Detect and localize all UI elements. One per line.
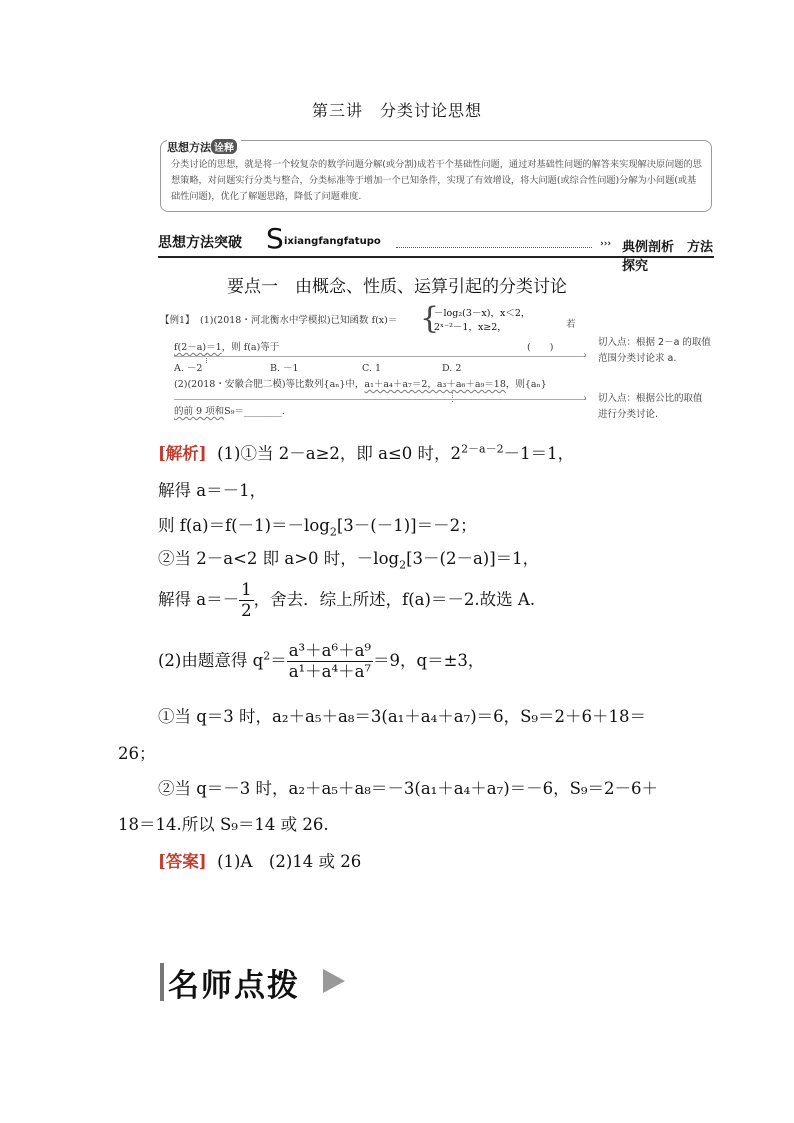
answer-tag: [答案]: [158, 852, 207, 871]
fraction-ratio: [287, 641, 373, 682]
example-ruo: 若: [566, 319, 576, 330]
example-p2-condition: a₁＋a₄＋a₇＝2，a₃＋a₆＋a₉＝18: [364, 379, 506, 390]
solution-l5-tail: ，舍去．综上所述，f(a)＝－2.故选 A.: [253, 590, 536, 609]
banner-left-title: 思想方法突破: [158, 235, 242, 251]
solution-l3-sub: 2: [329, 525, 337, 539]
method-box-label-prefix: 思想方法: [167, 141, 211, 154]
banner-arrows-icon: ›››: [600, 239, 612, 249]
note1-line1: 切入点：根据 2－a 的取值: [598, 337, 711, 348]
banner-pinyin: ixiangfangfatupo: [284, 236, 381, 247]
option-c: C. 1: [362, 363, 382, 374]
section-title: 要点一 由概念、性质、运算引起的分类讨论: [227, 277, 567, 297]
note2-line1: 切入点：根据公比的取值: [598, 393, 703, 404]
teacher-tip-bar: [160, 963, 164, 1001]
piecewise-brace: {: [420, 301, 440, 336]
option-a: A. －2: [174, 363, 203, 374]
play-triangle-icon: [323, 969, 345, 993]
solution-l3-text: 则 f(a)＝f(－1)＝－log: [158, 516, 330, 535]
example-p1-line2: [174, 341, 279, 355]
example-p1-line1: (1)(2018・河北衡水中学模拟)已知函数 f(x)＝: [200, 315, 398, 326]
solution-line-9: ②当 q＝－3 时，a₂＋a₅＋a₈＝－3(a₁＋a₄＋a₇)＝－6，S₉＝2－6＋: [158, 779, 659, 798]
note1-arrow-icon: ›: [583, 350, 587, 361]
solution-line-6: [158, 641, 484, 682]
solution-l4-text: ②当 2－a<2 即 a>0 时，－log: [158, 549, 400, 568]
example-p2-line2: [174, 405, 285, 419]
piecewise-case-2: 2ˣ⁻²－1，x≥2，: [434, 322, 507, 333]
solution-tag: [解析]: [158, 444, 207, 463]
option-d: D. 2: [442, 363, 462, 374]
ratio-numerator: a³＋a⁶＋a⁹: [288, 641, 372, 660]
note1-line2: 范围分类讨论求 a.: [598, 353, 677, 364]
solution-l3-tail: [3－(－1)]＝－2；: [336, 516, 477, 535]
solution-line-1: [158, 440, 574, 464]
fraction-denominator: 2: [241, 601, 252, 620]
example-p1-condition: f(2－a)＝1: [174, 342, 222, 353]
example-p2-tail: ，则{aₙ}: [505, 379, 547, 390]
teacher-tip-title: 名师点拨: [168, 968, 300, 1004]
section-banner: [158, 222, 714, 274]
solution-l1-exponent: 2－a－2: [461, 442, 504, 456]
solution-l4-sub: 2: [399, 558, 407, 572]
solution-line-5: [158, 580, 535, 621]
method-box-label: [167, 139, 241, 155]
method-box-text: 分类讨论的思想，就是将一个较复杂的数学问题分解(或分割)成若干个基础性问题，通过对基础性问题的解答来实现解决原问题的思想策略，对问题实行分类与整合，分类标准等于增加一个已知条件，实现了有效增设，将大问题(或综合性问题)分解为小问题(或基础性问题)，优化了解题思路，降低了问题难度.: [171, 159, 702, 202]
solution-line-2: 解得 a＝－1，: [158, 481, 267, 500]
pointer-line-2: [452, 392, 453, 402]
note2-connector: [174, 399, 586, 400]
ratio-denominator: a¹＋a⁴＋a⁷: [288, 662, 372, 681]
pointer-line-1: [206, 353, 207, 363]
method-box: [160, 140, 712, 212]
example-p2-line1: [174, 378, 547, 392]
example-tag: 【例1】: [160, 315, 195, 326]
banner-s-letter: S: [266, 222, 284, 255]
solution-l5-text: 解得 a＝－: [158, 590, 240, 609]
solution-l1-tail: －1＝1，: [503, 444, 575, 463]
option-b: B. －1: [270, 363, 299, 374]
solution-line-3: [158, 512, 477, 538]
answer-line: [158, 848, 361, 872]
banner-dotted-line: [396, 247, 592, 248]
fraction-one-half: [239, 580, 254, 621]
solution-l1-text: (1)①当 2－a≥2，即 a≤0 时，2: [217, 444, 462, 463]
fraction-numerator: 1: [241, 580, 252, 599]
chapter-title: 第三讲 分类讨论思想: [311, 101, 482, 120]
note2-line2: 进行分类讨论.: [598, 409, 659, 420]
solution-line-7: ①当 q＝3 时，a₂＋a₅＋a₈＝3(a₁＋a₄＋a₇)＝6，S₉＝2＋6＋18＝: [158, 707, 647, 726]
solution-line-10: 18＝14.所以 S₉＝14 或 26.: [118, 815, 329, 834]
solution-l6-exponent: 2: [263, 649, 271, 663]
solution-l6-text: (2)由题意得 q: [158, 651, 264, 670]
method-box-label-highlight: 诠释: [211, 139, 237, 154]
banner-underline: [158, 256, 714, 258]
answer-text: (1)A (2)14 或 26: [217, 852, 362, 871]
example-p2-blank: S₉＝________.: [224, 406, 285, 417]
example-p2-sum-label: 的前 9 项和: [174, 406, 225, 417]
note2-arrow-icon: ›: [583, 393, 587, 404]
solution-line-4: [158, 545, 539, 571]
example-p1-question: ，则 f(a)等于: [221, 342, 280, 353]
piecewise-case-1: －log₂(3－x)，x＜2，: [434, 308, 531, 319]
solution-l6-tail: ＝9，q＝±3，: [373, 651, 485, 670]
solution-l4-tail: [3－(2－a)]＝1，: [406, 549, 540, 568]
example-p2-source: (2)(2018・安徽合肥二模)等比数列{aₙ}中，: [174, 379, 365, 390]
banner-right-title: 典例剖析 方法探究: [622, 240, 714, 274]
note1-connector: [174, 356, 586, 357]
solution-l6-eq: ＝: [270, 651, 287, 670]
solution-line-8: 26；: [118, 744, 156, 763]
example-answer-paren: ( ): [527, 342, 554, 353]
